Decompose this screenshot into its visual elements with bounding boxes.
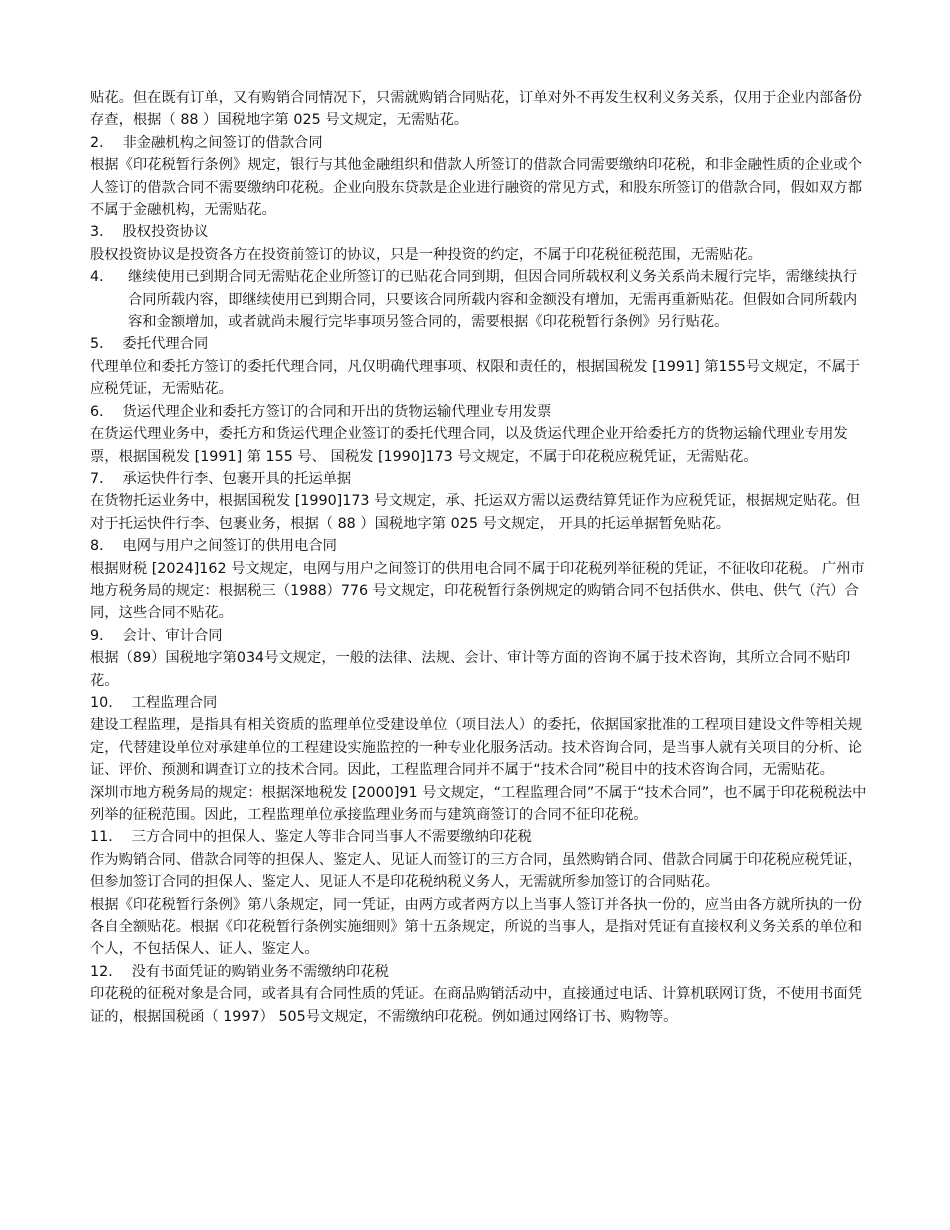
paragraph-11a: 作为购销合同、借款合同等的担保人、鉴定人、见证人而签订的三方合同，虽然购销合同、借款合同属于印花税应税凭证，但参加签订合同的担保人、鉴定人、见证人不是印花税纳税义务人，无需就所参加签订的合同贴花。 [90, 851, 863, 891]
heading-7: 7． 承运快件行李、包裹开具的托运单据 [90, 470, 352, 487]
heading-11: 11． 三方合同中的担保人、鉴定人等非合同当事人不需要缴纳印花税 [90, 829, 532, 846]
heading-9: 9． 会计、审计合同 [90, 627, 223, 644]
paragraph-12: 印花税的征税对象是合同，或者具有合同性质的凭证。在商品购销活动中，直接通过电话、计算机联网订货，不使用书面凭证的，根据国税函（ 1997） 505号文规定，不需缴纳印花税。例如通过网络订书、购物等。 [90, 986, 863, 1025]
heading-2: 2． 非金融机构之间签订的借款合同 [90, 134, 323, 151]
paragraph-3: 股权投资协议是投资各方在投资前签订的协议，只是一种投资的约定，不属于印花税征税范围，无需贴花。 [90, 246, 762, 263]
paragraph-7: 在货物托运业务中，根据国税发 [1990]173 号文规定，承、托运双方需以运费结算凭证作为应税凭证，根据规定贴花。但对于托运快件行李、包裹业务，根据（ 88 ）国税地字第 025 号文规定， 开具的托运单据暂免贴花。 [90, 493, 861, 532]
heading-3: 3． 股权投资协议 [90, 224, 209, 241]
heading-8: 8． 电网与用户之间签订的供用电合同 [90, 538, 337, 555]
paragraph-continuation: 贴花。但在既有订单，又有购销合同情况下，只需就购销合同贴花，订单对外不再发生权利义务关系，仅用于企业内部备份存查，根据（ 88 ）国税地字第 025 号文规定，无需贴花。 [90, 90, 863, 129]
paragraph-10a: 建设工程监理，是指具有相关资质的监理单位受建设单位（项目法人）的委托，依据国家批准的工程项目建设文件等相关规定，代替建设单位对承建单位的工程建设实施监控的一种专业化服务活动。技术咨询合同，是当事人就有关项目的分析、论证、评价、预测和调查订立的技术合同。因此，工程监理合同并不属于“技术合同”税目中的技术咨询合同，无需贴花。 [90, 717, 863, 779]
item-4 [90, 266, 868, 333]
item-4-number: 4． [90, 269, 114, 286]
paragraph-10b: 深圳市地方税务局的规定：根据深地税发 [2000]91 号文规定，“工程监理合同”不属于“技术合同”，也不属于印花税税法中列举的征税范围。因此，工程监理单位承接监理业务而与建筑商签订的合同不征印花税。 [90, 784, 867, 823]
heading-12: 12． 没有书面凭证的购销业务不需缴纳印花税 [90, 963, 389, 980]
paragraph-9: 根据（89）国税地字第034号文规定，一般的法律、法规、会计、审计等方面的咨询不属于技术咨询，其所立合同不贴印花。 [90, 650, 851, 689]
heading-5: 5． 委托代理合同 [90, 336, 209, 353]
heading-6: 6． 货运代理企业和委托方签订的合同和开出的货物运输代理业专用发票 [90, 403, 552, 420]
paragraph-8: 根据财税 [2024]162 号文规定，电网与用户之间签订的供用电合同不属于印花税列举征税的凭证，不征收印花税。 广州市地方税务局的规定：根据税三（1988）776 号文规定，印花税暂行条例规定的购销合同不包括供水、供电、供气（汽）合同，这些合同不贴花。 [90, 560, 865, 622]
paragraph-11b: 根据《印花税暂行条例》第八条规定，同一凭证，由两方或者两方以上当事人签订并各执一份的，应当由各方就所执的一份各自全额贴花。根据《印花税暂行条例实施细则》第十五条规定，所说的当事人，是指对凭证有直接权利义务关系的单位和个人，不包括保人、证人、鉴定人。 [90, 896, 863, 958]
heading-10: 10． 工程监理合同 [90, 694, 218, 711]
paragraph-5: 代理单位和委托方签订的委托代理合同，凡仅明确代理事项、权限和责任的，根据国税发 [1991] 第155号文规定，不属于应税凭证，无需贴花。 [90, 358, 861, 398]
paragraph-2: 根据《印花税暂行条例》规定，银行与其他金融组织和借款人所签订的借款合同需要缴纳印花税，和非金融性质的企业或个人签订的借款合同不需要缴纳印花税。企业向股东贷款是企业进行融资的常见方式，和股东所签订的借款合同，假如双方都不属于金融机构，无需贴花。 [90, 157, 863, 219]
item-4-text: 继续使用已到期合同无需贴花企业所签订的已贴花合同到期，但因合同所载权利义务关系尚未履行完毕，需继续执行合同所载内容，即继续使用已到期合同，只要该合同所载内容和金额没有增加，无需再重新贴花。但假如合同所载内容和金额增加，或者就尚未履行完毕事项另签合同的，需要根据《印花税暂行条例》另行贴花。 [128, 269, 858, 331]
paragraph-6: 在货运代理业务中，委托方和货运代理企业签订的委托代理合同，以及货运代理企业开给委托方的货物运输代理业专用发票，根据国税发 [1991] 第 155 号、 国税发 [1990]173 号文规定，不属于印花税应税凭证，无需贴花。 [90, 426, 848, 465]
